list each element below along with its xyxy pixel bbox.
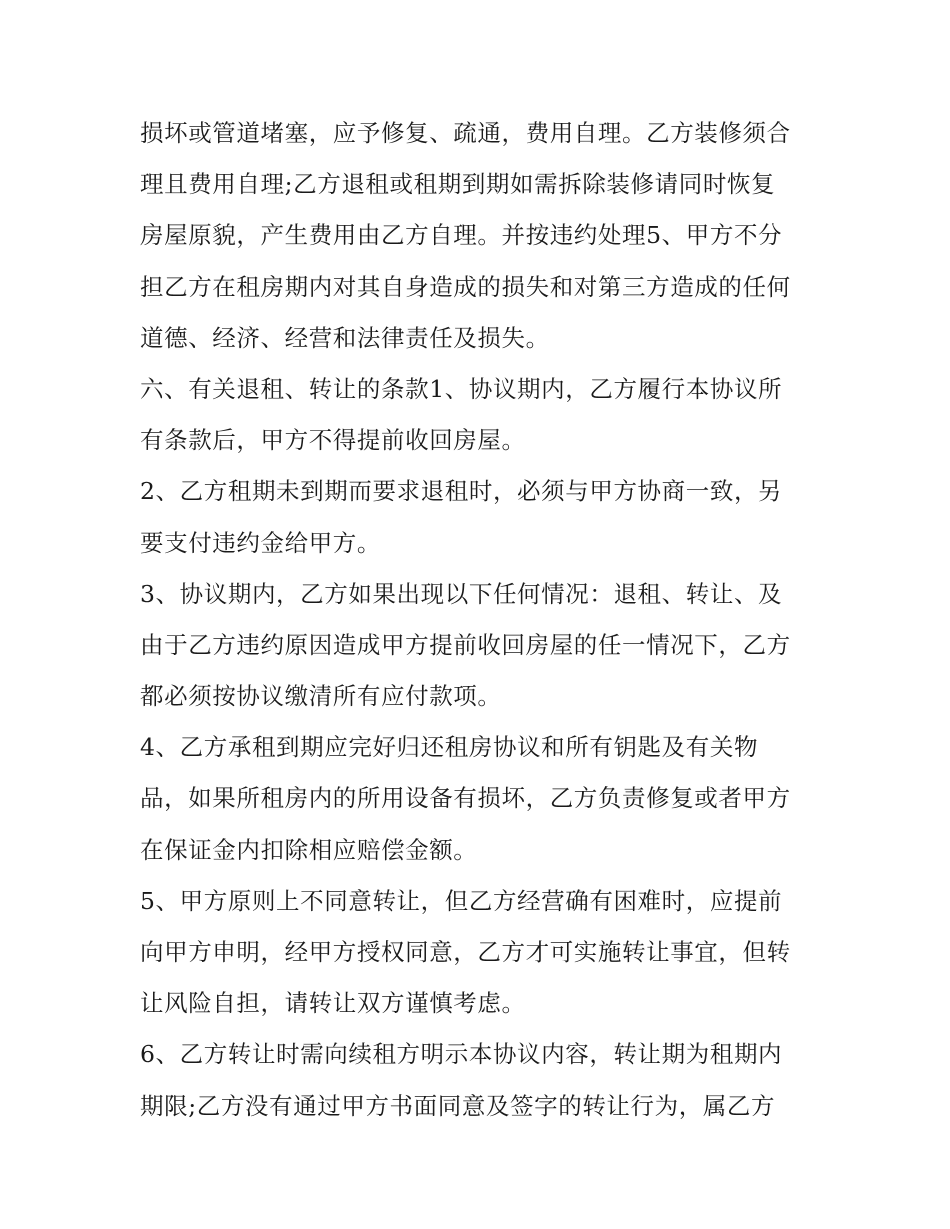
text-line: 3、协议期内，乙方如果出现以下任何情况：退租、转让、及 [140, 579, 783, 608]
text-line: 担乙方在租房期内对其自身造成的损失和对第三方造成的任何 [140, 272, 791, 301]
text-line: 损坏或管道堵塞，应予修复、疏通，费用自理。乙方装修须合 [140, 119, 791, 147]
text-line: 4、乙方承租到期应完好归还租房协议和所有钥匙及有关物 [140, 733, 759, 762]
text-line: 让风险自担，请转让双方谨慎考虑。 [140, 989, 526, 1018]
document-body [140, 108, 820, 1132]
text-line: 道德、经济、经营和法律责任及损失。 [140, 323, 550, 352]
text-line: 期限;乙方没有通过甲方书面同意及签字的转让行为，属乙方 [140, 1091, 776, 1120]
text-line: 在保证金内扣除相应赔偿金额。 [140, 835, 478, 864]
text-line: 理且费用自理;乙方退租或租期到期如需拆除装修请同时恢复 [140, 170, 776, 199]
text-line: 六、有关退租、转让的条款1、协议期内，乙方履行本协议所 [140, 374, 783, 403]
text-line: 都必须按协议缴清所有应付款项。 [140, 682, 502, 711]
text-line: 要支付违约金给甲方。 [140, 528, 381, 557]
text-line: 品，如果所租房内的所用设备有损坏，乙方负责修复或者甲方 [140, 784, 791, 813]
text-line: 2、乙方租期未到期而要求退租时，必须与甲方协商一致，另 [140, 477, 783, 506]
text-line: 向甲方申明，经甲方授权同意，乙方才可实施转让事宜，但转 [140, 938, 791, 966]
text-line: 6、乙方转让时需向续租方明示本协议内容，转让期为租期内 [140, 1040, 783, 1069]
text-line: 有条款后，甲方不得提前收回房屋。 [140, 426, 526, 455]
text-line: 5、甲方原则上不同意转让，但乙方经营确有困难时，应提前 [140, 886, 783, 915]
text-line: 房屋原貌，产生费用由乙方自理。并按违约处理5、甲方不分 [140, 221, 783, 250]
text-line: 由于乙方违约原因造成甲方提前收回房屋的任一情况下，乙方 [140, 630, 791, 659]
